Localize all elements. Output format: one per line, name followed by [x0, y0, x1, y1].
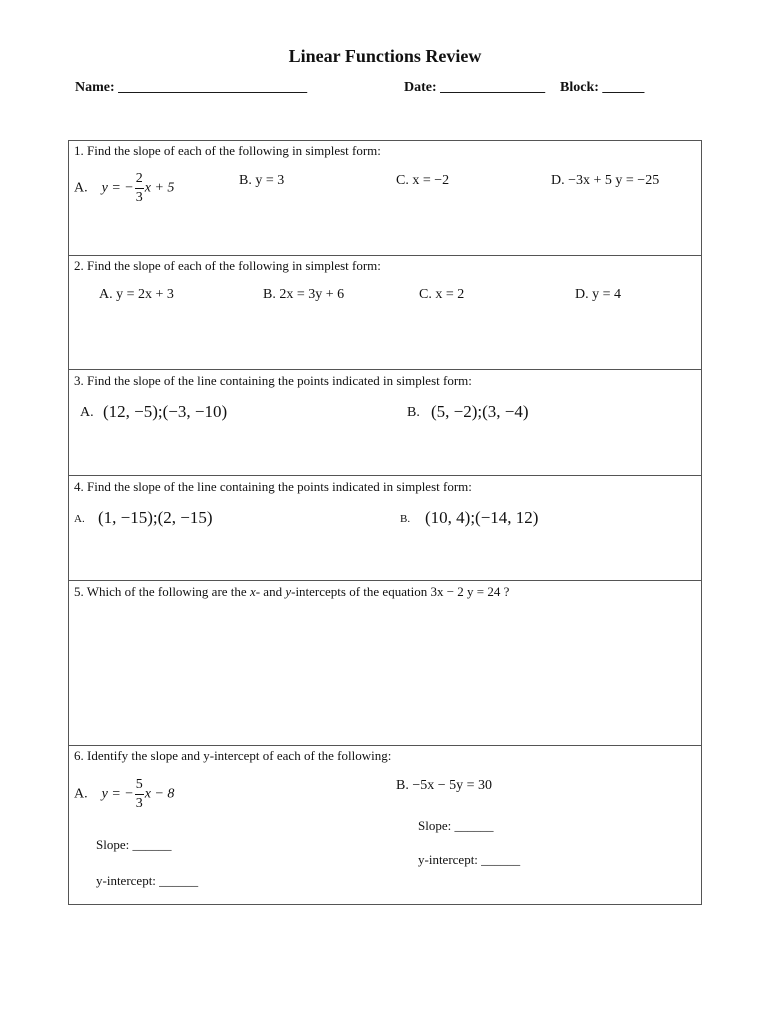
- question-3-a-label: A.: [80, 405, 94, 420]
- q6-a-rhs: x − 8: [144, 786, 175, 802]
- question-6-b-slope: Slope: ______: [418, 818, 494, 833]
- question-3-a: (12, −5);(−3, −10): [103, 402, 228, 421]
- question-3-b: (5, −2);(3, −4): [431, 402, 529, 421]
- question-4-b-label: B.: [400, 513, 411, 525]
- question-1-prompt: 1. Find the slope of each of the following in simplest form:: [74, 143, 381, 158]
- question-6-b-yintercept: y-intercept: ______: [418, 852, 521, 867]
- q1-a-lhs: y = −: [101, 180, 134, 196]
- q5-y-var: y: [285, 584, 292, 599]
- divider-5: [68, 745, 702, 746]
- divider-4: [68, 580, 702, 581]
- q5-x-var: x: [249, 584, 256, 599]
- question-6-prompt: 6. Identify the slope and y-intercept of each of the following:: [74, 748, 392, 763]
- q5-prompt-mid: - and: [255, 584, 286, 599]
- question-4-a-label: A.: [74, 513, 85, 525]
- block-field-label: Block: ______: [560, 80, 645, 95]
- question-2-c: C. x = 2: [419, 287, 465, 302]
- question-4-prompt: 4. Find the slope of the line containing the points indicated in simplest form:: [74, 479, 472, 494]
- q5-prompt-start: 5. Which of the following are the: [74, 584, 250, 599]
- q1-a-fraction: [135, 172, 144, 205]
- q1-a-denominator: 3: [135, 190, 143, 205]
- question-3-prompt: 3. Find the slope of the line containing the points indicated in simplest form:: [74, 373, 472, 388]
- question-4-a: (1, −15);(2, −15): [98, 508, 213, 527]
- question-1-c: C. x = −2: [396, 173, 450, 188]
- question-4-b: (10, 4);(−14, 12): [425, 508, 539, 527]
- question-6-a-yintercept: y-intercept: ______: [96, 873, 199, 888]
- question-2-prompt: 2. Find the slope of each of the following in simplest form:: [74, 258, 381, 273]
- question-2-d: D. y = 4: [575, 287, 622, 302]
- q6-a-numerator: 5: [135, 778, 144, 795]
- divider-2: [68, 369, 702, 370]
- q6-a-denominator: 3: [135, 796, 143, 811]
- name-field-label: Name: ___________________________: [75, 80, 308, 95]
- divider-3: [68, 475, 702, 476]
- question-1-d: D. −3x + 5 y = −25: [551, 173, 660, 188]
- question-2-a: A. y = 2x + 3: [99, 287, 174, 302]
- question-6-a: [74, 778, 174, 811]
- date-field-label: Date: _______________: [404, 80, 546, 95]
- divider-1: [68, 255, 702, 256]
- q1-a-rhs: x + 5: [144, 180, 175, 196]
- question-1-b: B. y = 3: [239, 173, 285, 188]
- q6-a-fraction: [135, 778, 144, 811]
- page-title: Linear Functions Review: [288, 46, 482, 66]
- question-3-b-label: B.: [407, 405, 420, 420]
- q6-a-label: A.: [74, 786, 88, 802]
- question-1-a: [74, 172, 174, 205]
- q1-a-numerator: 2: [135, 172, 144, 189]
- question-5-prompt: [74, 584, 509, 600]
- q6-a-lhs: y = −: [101, 786, 134, 802]
- q5-prompt-end: -intercepts of the equation 3x − 2 y = 24 ?: [291, 584, 510, 599]
- q1-a-label: A.: [74, 180, 88, 196]
- question-6-b: B. −5x − 5y = 30: [396, 778, 493, 793]
- question-2-b: B. 2x = 3y + 6: [263, 287, 345, 302]
- question-6-a-slope: Slope: ______: [96, 837, 172, 852]
